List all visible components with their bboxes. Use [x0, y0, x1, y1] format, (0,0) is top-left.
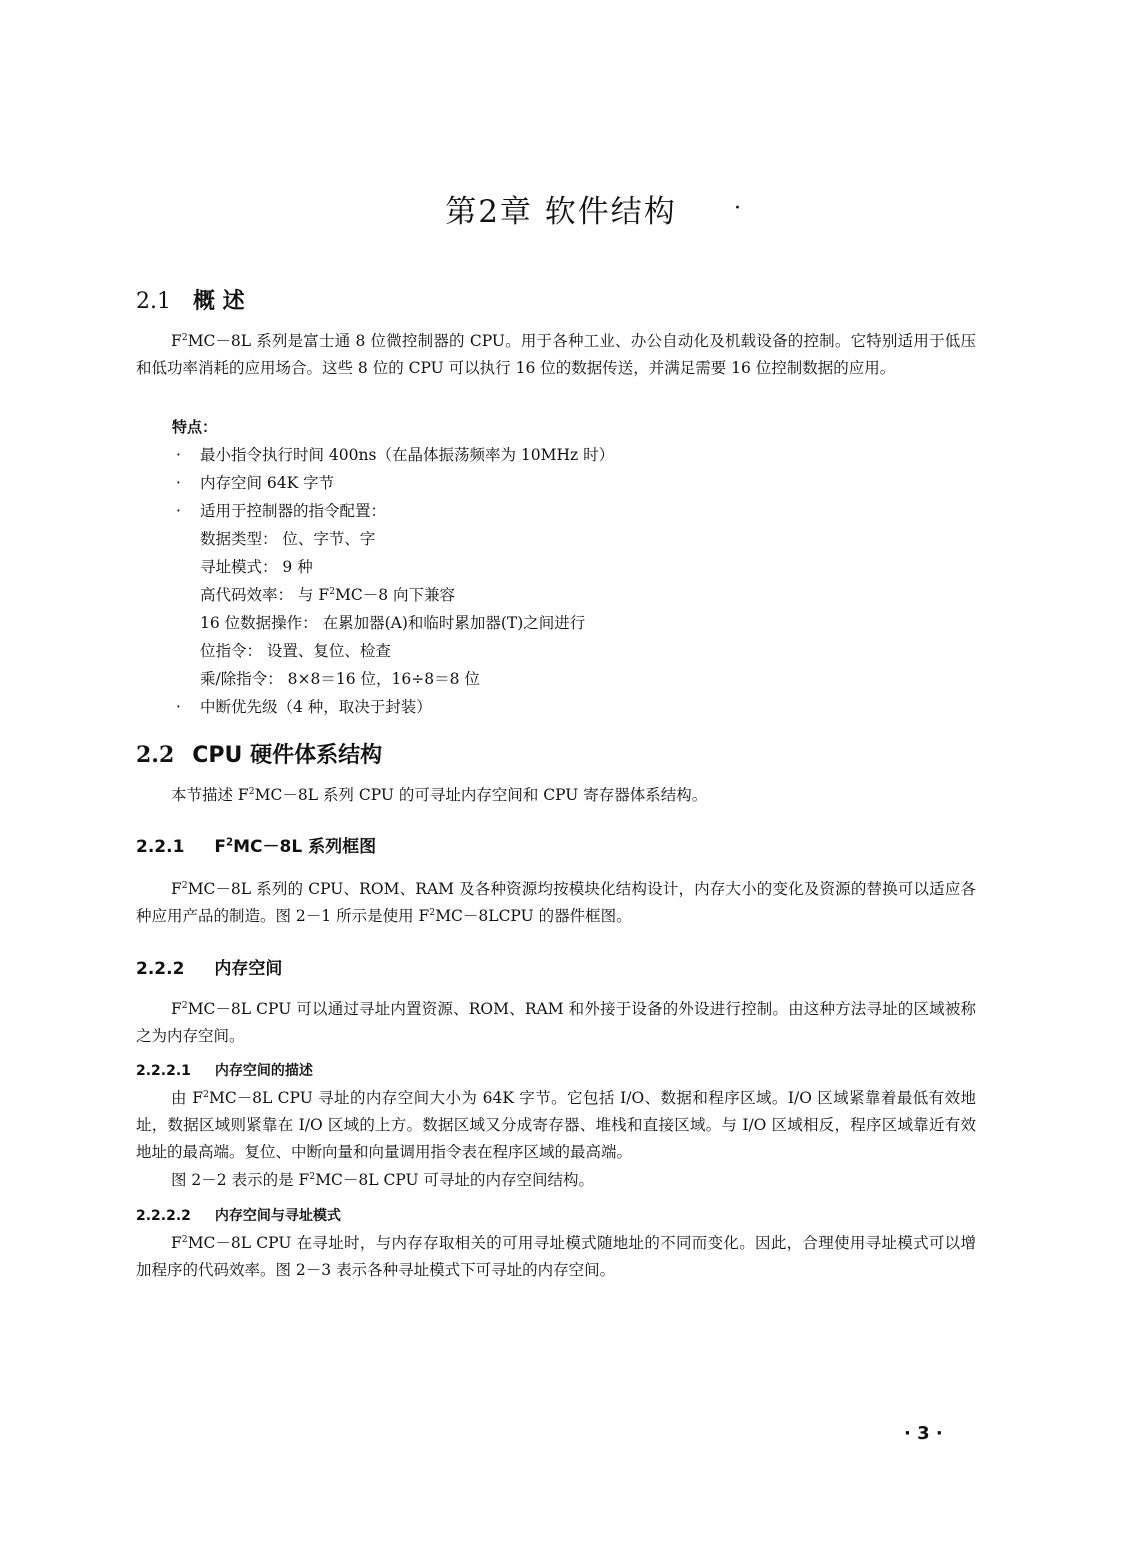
- section-title: CPU 硬件体系结构: [192, 743, 383, 768]
- chapter-mark: ·: [734, 196, 741, 221]
- feature-text: 最小指令执行时间 400ns（在晶体振荡频率为 10MHz 时）: [200, 446, 615, 464]
- section-number: 2.2.2.2: [136, 1208, 191, 1224]
- superscript: 2: [203, 1088, 209, 1100]
- config-item: 寻址模式： 9 种: [200, 558, 313, 576]
- section-number: 2.2.2.1: [136, 1063, 191, 1079]
- features-label: 特点：: [172, 418, 218, 436]
- text-run: 由 F: [171, 1089, 204, 1107]
- section-title: 内存空间与寻址模式: [214, 1208, 341, 1224]
- page-number: · 3 ·: [904, 1423, 943, 1444]
- config-item: 乘/除指令： 8×8＝16 位，16÷8＝8 位: [200, 670, 480, 688]
- text-run: 图 2－2 表示的是 F: [171, 1171, 310, 1189]
- section-number: 2.2: [136, 742, 175, 768]
- text-run: F: [171, 880, 182, 898]
- text-run: MC－8 向下兼容: [335, 586, 456, 604]
- text-run: MC－8L 系列框图: [233, 837, 377, 857]
- config-item: 数据类型： 位、字节、字: [200, 530, 376, 548]
- text-run: MC－8L 系列是富士通 8 位微控制器的 CPU。用于各种工业、办公自动化及机载设备的控制。它特别适用于低压和低功率消耗的应用场合。这些 8 位的 CPU 可以执行 16 位的数据传送，并满足需要 16 位控制数据的应用。: [136, 332, 976, 377]
- text-run: MC－8L CPU 寻址的内存空间大小为 64K 字节。它包括 I/O、数据和程序区域。I/O 区域紧靠着最低有效地址，数据区域则紧靠在 I/O 区域的上方。数据区域又分成寄存器、堆栈和直接区域。与 I/O 区域相反，程序区域靠近有效地址的最高端。复位、中断向量和向量调用指令表在程序区域的最高端。: [136, 1089, 977, 1161]
- superscript: 2: [329, 585, 336, 597]
- section-title: 内存空间的描述: [214, 1063, 313, 1079]
- feature-text: 内存空间 64K 字节: [200, 474, 335, 492]
- superscript: 2: [181, 331, 188, 343]
- text-run: F: [214, 837, 227, 857]
- config-item: [200, 583, 455, 605]
- section-number: 2.1: [136, 289, 171, 314]
- text-run: MC－8L CPU 可以通过寻址内置资源、ROM、RAM 和外接于设备的外设进行控制。由这种方法寻址的区域被称之为内存空间。: [136, 1000, 976, 1045]
- section-heading-2-2: [136, 738, 382, 769]
- section-2-1-intro: [136, 328, 976, 382]
- section-2-2-intro: [136, 782, 976, 809]
- feature-text: 中断优先级（4 种，取决于封装）: [200, 698, 432, 716]
- text-run: 高代码效率： 与 F: [200, 586, 330, 604]
- text-run: F: [171, 1234, 182, 1252]
- superscript: 2: [181, 879, 188, 891]
- superscript: 2: [309, 1170, 316, 1182]
- text-run: MC－8L 系列 CPU 的可寻址内存空间和 CPU 寄存器体系结构。: [254, 786, 708, 804]
- feature-item: [176, 471, 334, 493]
- section-heading-2-1: [136, 284, 245, 315]
- text-run: F: [171, 1000, 182, 1018]
- bullet: ·: [176, 502, 181, 520]
- section-2-2-2-1-para1: [136, 1085, 976, 1166]
- feature-text: 适用于控制器的指令配置：: [200, 502, 387, 520]
- section-heading-2-2-2-1: [136, 1060, 313, 1080]
- section-title: 内存空间: [214, 959, 283, 979]
- bullet: ·: [176, 446, 181, 464]
- section-heading-2-2-1: [136, 832, 376, 857]
- section-number: 2.2.1: [136, 837, 185, 857]
- config-item: 16 位数据操作： 在累加器(A)和临时累加器(T)之间进行: [200, 614, 586, 632]
- superscript: 2: [248, 785, 255, 797]
- section-heading-2-2-2-2: [136, 1205, 341, 1225]
- bullet: ·: [176, 474, 181, 492]
- superscript: 2: [429, 906, 436, 918]
- text-run: MC－8L CPU 可寻址的内存空间结构。: [315, 1171, 595, 1189]
- feature-item: [176, 695, 432, 717]
- section-2-2-1-para: [136, 876, 976, 930]
- feature-item: [176, 499, 386, 521]
- superscript: 2: [181, 999, 188, 1011]
- chapter-title: 第2章 软件结构: [445, 194, 677, 230]
- bullet: ·: [176, 698, 181, 716]
- text-run: MC－8L CPU 在寻址时，与内存存取相关的可用寻址模式随地址的不同而变化。因此，合理使用寻址模式可以增加程序的代码效率。图 2－3 表示各种寻址模式下可寻址的内存空间。: [136, 1234, 976, 1279]
- section-2-2-2-para: [136, 996, 976, 1050]
- section-heading-2-2-2: [136, 954, 282, 979]
- feature-item: [176, 443, 614, 465]
- text-run: 本节描述 F: [171, 786, 249, 804]
- text-run: MC－8L 系列的 CPU、ROM、RAM 及各种资源均按模块化结构设计，内存大小的变化及资源的替换可以适应各种应用产品的制造。图 2－1 所示是使用 F: [136, 880, 976, 925]
- text-run: F: [171, 332, 182, 350]
- section-2-2-2-1-para2: [136, 1167, 976, 1194]
- superscript: 2: [181, 1233, 188, 1245]
- config-item: 位指令： 设置、复位、检查: [200, 642, 391, 660]
- text-run: MC－8LCPU 的器件框图。: [435, 907, 632, 925]
- superscript: 2: [226, 837, 234, 849]
- section-2-2-2-2-para: [136, 1230, 976, 1284]
- section-title: 概 述: [193, 289, 245, 314]
- section-number: 2.2.2: [136, 959, 185, 979]
